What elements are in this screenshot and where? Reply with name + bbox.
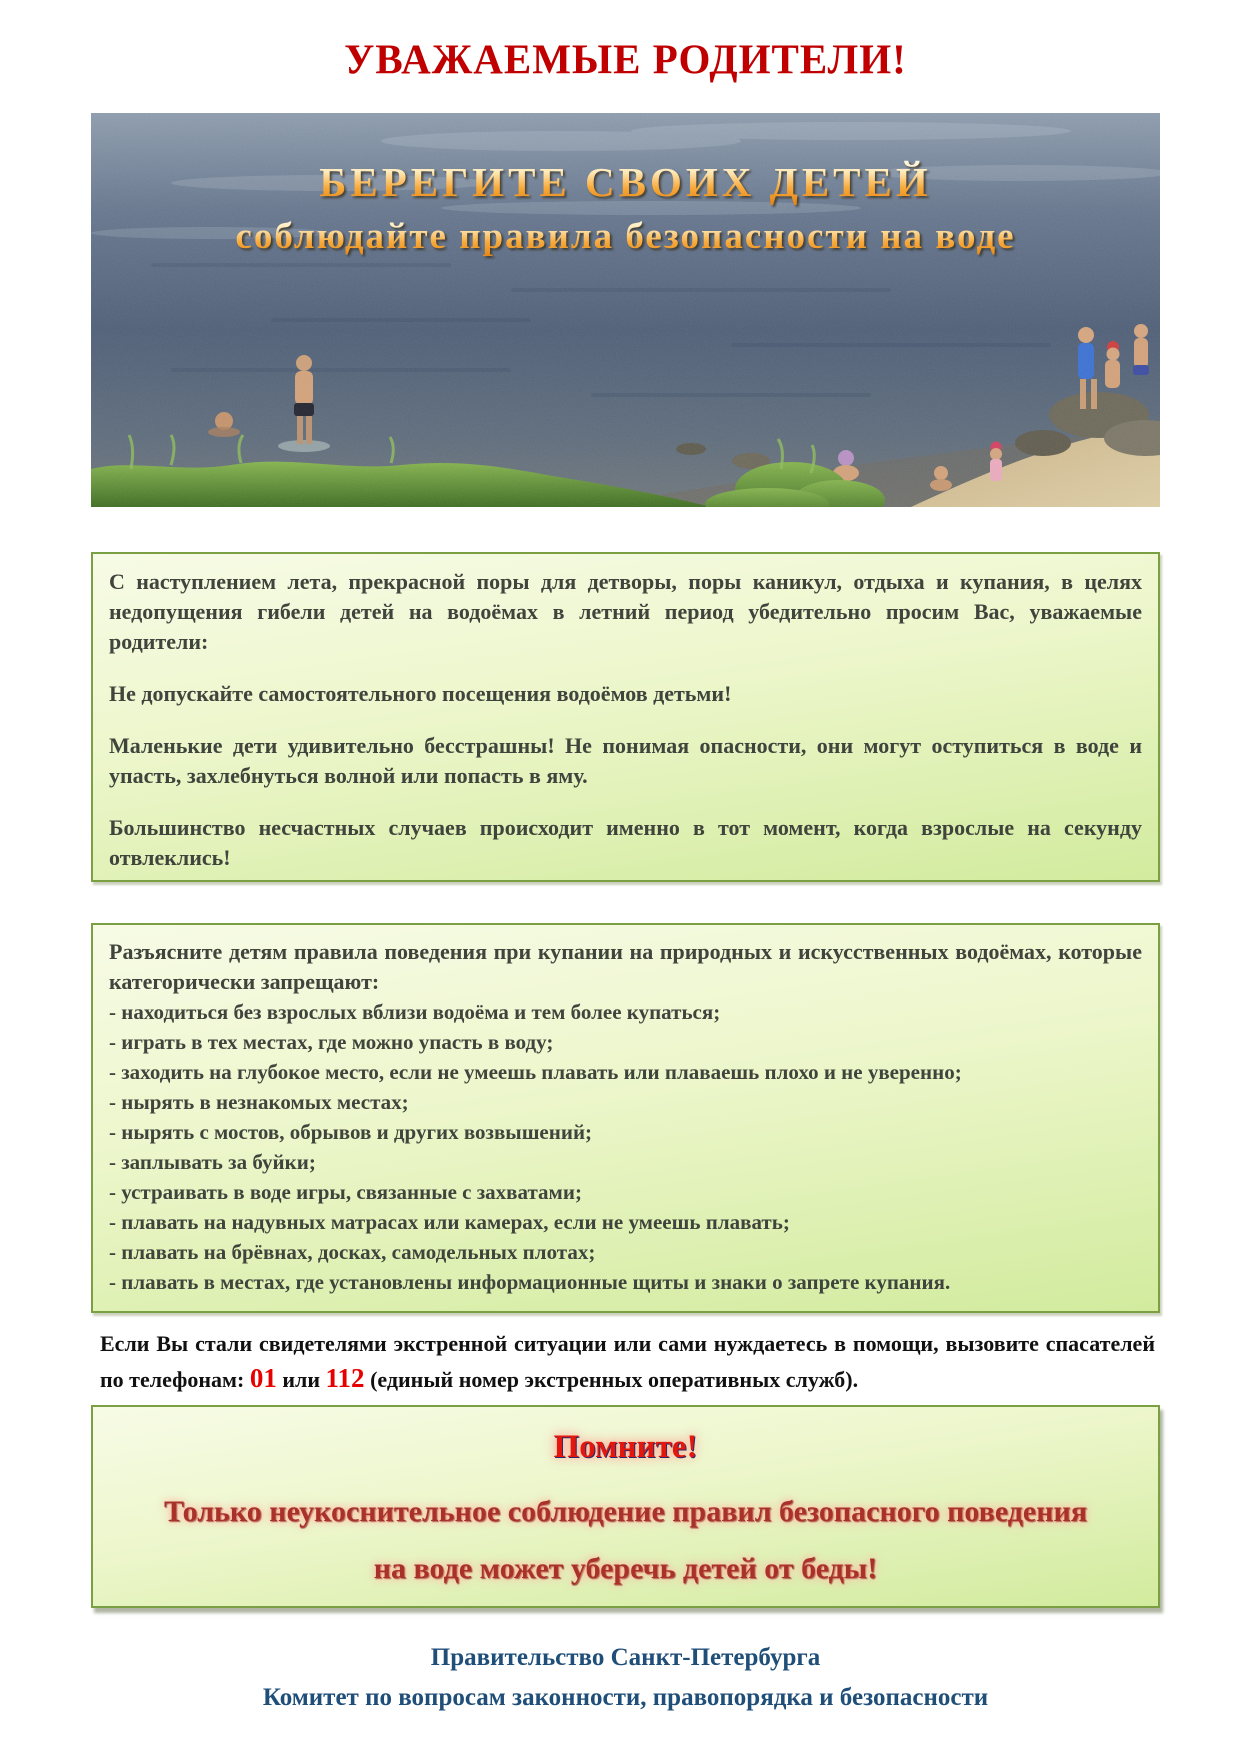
emergency-text-after: (единый номер экстренных оперативных служб). — [364, 1367, 859, 1392]
beach-photo — [91, 113, 1160, 507]
footer — [91, 1638, 1160, 1718]
emergency-text-between: или — [276, 1367, 326, 1392]
remember-line2: на воде может уберечь детей от беды! — [373, 1552, 878, 1585]
rule-item: - играть в тех местах, где можно упасть в воду; — [109, 1030, 554, 1054]
photo-caption — [91, 157, 1160, 259]
rules-box — [91, 923, 1160, 1313]
photo-caption-line2: соблюдайте правила безопасности на воде — [91, 215, 1160, 259]
remember-line1: Только неукоснительное соблюдение правил безопасного поведения — [163, 1495, 1088, 1528]
footer-line1: Правительство Санкт-Петербурга — [430, 1644, 821, 1671]
phone-number-01: 01 — [249, 1363, 277, 1393]
rule-item: - плавать в местах, где установлены информационные щиты и знаки о запрете купания. — [109, 1270, 951, 1294]
phone-number-112: 112 — [325, 1363, 365, 1393]
intro-paragraph: Не допускайте самостоятельного посещения водоёмов детьми! — [109, 681, 732, 706]
rule-item: - заходить на глубокое место, если не умеешь плавать или плаваешь плохо и не уверенно; — [109, 1060, 962, 1084]
footer-line2: Комитет по вопросам законности, правопорядка и безопасности — [262, 1684, 989, 1711]
emergency-text-before: Если Вы стали свидетелями экстренной ситуации или сами нуждаетесь в помощи, вызовите спасателей по телефонам: — [100, 1331, 1155, 1392]
rule-item: - находиться без взрослых вблизи водоёма и тем более купаться; — [109, 1000, 721, 1024]
rules-intro: Разъясните детям правила поведения при купании на природных и искусственных водоёмах, которые категорически запрещают: — [109, 939, 1142, 994]
rule-item: - заплывать за буйки; — [109, 1150, 316, 1174]
remember-box — [91, 1405, 1160, 1608]
intro-paragraph: С наступлением лета, прекрасной поры для детворы, поры каникул, отдыха и купания, в целях недопущения гибели детей на водоёмах в летний период убедительно просим Вас, уважаемые родители: — [109, 569, 1142, 654]
intro-paragraph: Маленькие дети удивительно бесстрашны! Не понимая опасности, они могут оступиться в воде и упасть, захлебнуться волной или попасть в яму. — [109, 733, 1142, 788]
rule-item: - плавать на надувных матрасах или камерах, если не умеешь плавать; — [109, 1210, 790, 1234]
rule-item: - нырять с мостов, обрывов и других возвышений; — [109, 1120, 593, 1144]
rule-item: - устраивать в воде игры, связанные с захватами; — [109, 1180, 582, 1204]
rule-item: - нырять в незнакомых местах; — [109, 1090, 409, 1114]
photo-caption-line1: БЕРЕГИТЕ СВОИХ ДЕТЕЙ — [91, 157, 1160, 207]
remember-title: Помните! — [553, 1429, 698, 1465]
rules-list — [109, 997, 1142, 1297]
emergency-note — [100, 1326, 1155, 1397]
page-title: УВАЖАЕМЫЕ РОДИТЕЛИ! — [344, 35, 907, 83]
rule-item: - плавать на брёвнах, досках, самодельных плотах; — [109, 1240, 596, 1264]
intro-paragraph: Большинство несчастных случаев происходит именно в тот момент, когда взрослые на секунду отвлеклись! — [109, 815, 1142, 870]
intro-box — [91, 552, 1160, 882]
